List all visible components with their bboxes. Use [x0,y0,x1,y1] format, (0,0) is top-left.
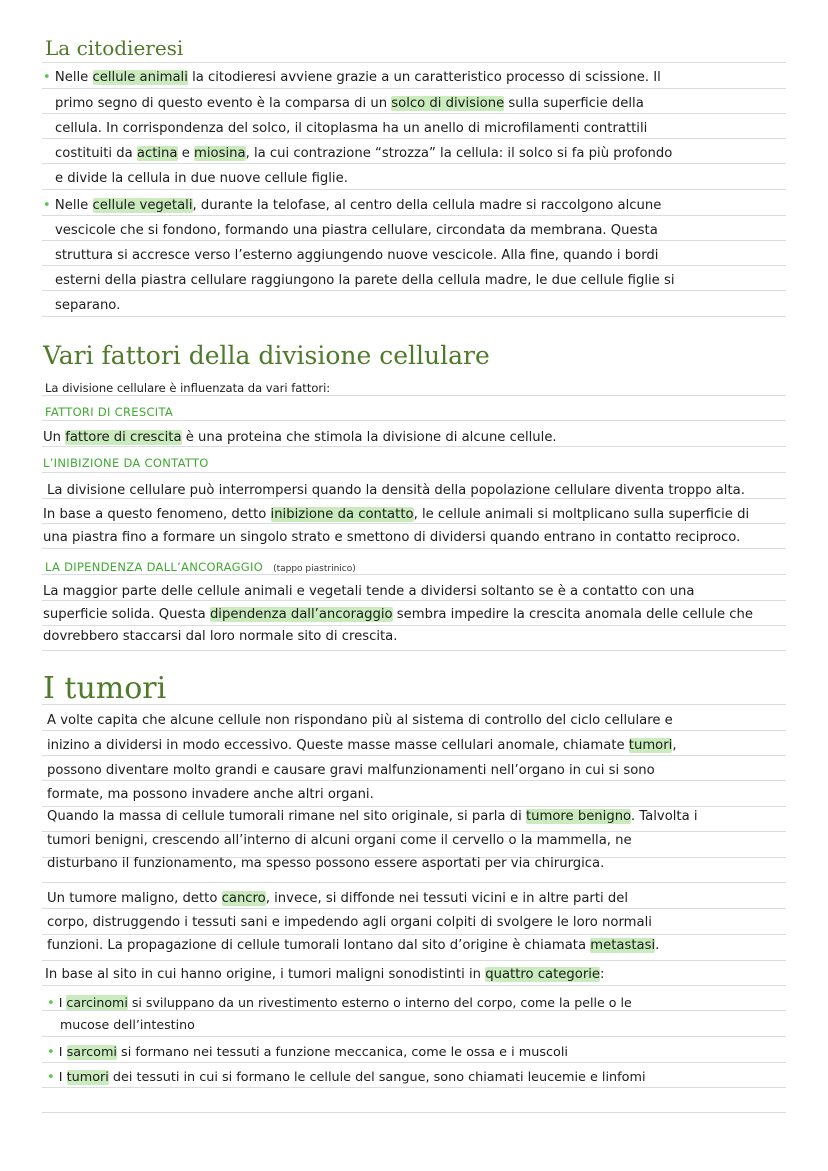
highlight: cancro [221,891,266,906]
text: , durante la telofase, al centro della cellula madre si raccolgono alcune [192,198,662,213]
ruled-line [42,650,786,651]
text: è una proteina che stimola la divisione di alcune cellule. [181,430,557,445]
ruled-line [42,574,786,575]
ruled-line [42,1036,786,1037]
text: funzioni. La propagazione di cellule tumorali lontano dal sito d’origine è chiamata [47,938,591,953]
ruled-line [42,1062,786,1063]
text: LA DIPENDENZA DALL’ANCORAGGIO [45,560,264,574]
list-item [47,994,632,1013]
text: dei tessuti in cui si formano le cellule del sangue, sono chiamati leucemie e linfomi [108,1070,646,1085]
highlight: tumore benigno [525,809,631,824]
text: Nelle [54,70,93,85]
text: primo segno di questo evento è la comparsa di un [55,96,392,111]
highlight: miosina [194,146,246,161]
ruled-line [42,265,786,266]
ruled-line [42,985,786,986]
list-item-continuation: mucose dell’intestino [60,1017,195,1032]
paragraph-line: una piastra fino a formare un singolo strato e smettono di dividersi quando entrano in contatto reciproco. [43,530,741,545]
ruled-line [42,1087,786,1088]
paragraph-line: esterni della piastra cellulare raggiungono la parete della cellula madre, le due cellule figlie si [55,273,675,288]
paragraph-line [55,145,672,163]
ruled-line [42,88,786,89]
text: si formano nei tessuti a funzione meccanica, come le ossa e i muscoli [116,1045,568,1060]
ruled-line [42,882,786,883]
highlight: tumori [66,1070,109,1085]
text: , invece, si diffonde nei tessuti vicini e in altre parti del [265,891,629,906]
paragraph-line: struttura si accresce verso l’esterno aggiungendo nuove vescicole. Alla fine, quando i bordi [55,248,659,263]
text: e [177,146,194,161]
side-note: (tappo piastrinico) [273,564,356,574]
subheading-inibizione: L’INIBIZIONE DA CONTATTO [43,456,209,470]
ruled-line [42,113,786,114]
paragraph-line: tumori benigni, crescendo all’interno di alcuni organi come il cervello o la mammella, ne [47,833,632,848]
text: inizino a dividersi in modo eccessivo. Queste masse masse cellulari anomale, chiamate [47,738,629,753]
ruled-line [42,290,786,291]
text: la citodieresi avviene grazie a un caratteristico processo di scissione. Il [187,70,661,85]
text: Un tumore maligno, detto [47,891,222,906]
bullet-icon: • [47,1070,55,1085]
text: . [655,938,660,953]
text: I [58,1045,67,1060]
paragraph-line [43,506,749,524]
highlight: actina [136,146,178,161]
paragraph-line [55,95,644,113]
text: si sviluppano da un rivestimento esterno o interno del corpo, come la pelle o le [127,995,632,1010]
highlight: tumori [628,738,673,753]
subheading-ancoraggio [45,560,356,574]
section-title-fattori: Vari fattori della divisione cellulare [43,341,490,370]
text: superficie solida. Questa [43,607,210,622]
section-title-tumori: I tumori [43,671,167,706]
paragraph-line [43,69,661,87]
text: , le cellule animali si moltplicano sulla superficie di [413,507,750,522]
list-item [47,1069,646,1087]
paragraph-line: vescicole che si fondono, formando una piastra cellulare, circondata da membrana. Questa [55,223,658,238]
ruled-line [42,780,786,781]
bullet-icon: • [47,996,55,1011]
text: I [58,1070,67,1085]
ruled-line [42,138,786,139]
list-item [47,1044,568,1062]
ruled-line [42,806,786,807]
section-intro: La divisione cellulare è influenzata da vari fattori: [45,381,331,395]
ruled-line [42,1112,786,1113]
text: I [58,995,67,1010]
highlight: inibizione da contatto [270,507,414,522]
paragraph-line [45,966,605,984]
highlight: cellule vegetali [92,198,193,213]
text: . Talvolta i [630,809,698,824]
text: Un [43,430,66,445]
text: , la cui contrazione “strozza” la cellula: il solco si fa più profondo [245,146,673,161]
paragraph-line: A volte capita che alcune cellule non rispondano più al sistema di controllo del ciclo cellulare e [47,713,673,728]
text: sulla superficie della [504,96,644,111]
text: : [600,967,605,982]
paragraph-line [47,937,659,955]
ruled-line [42,908,786,909]
highlight: solco di divisione [391,96,505,111]
paragraph-line: cellula. In corrispondenza del solco, il citoplasma ha un anello di microfilamenti contrattili [55,121,648,136]
ruled-line [42,755,786,756]
ruled-line [42,730,786,731]
subheading-fattori-crescita: FATTORI DI CRESCITA [45,405,174,419]
paragraph-line [43,606,753,624]
ruled-line [42,189,786,190]
ruled-line [42,472,786,473]
ruled-line [42,420,786,421]
highlight: carcinomi [66,995,128,1010]
paragraph-line: disturbano il funzionamento, ma spesso possono essere asportati per via chirurgica. [47,856,605,871]
text: sembra impedire la crescita anomala delle cellule che [392,607,754,622]
paragraph-line [43,197,661,215]
highlight: quattro categorie [485,967,601,982]
ruled-line [42,316,786,317]
paragraph-line: La maggior parte delle cellule animali e vegetali tende a dividersi soltanto se è a contatto con una [43,584,695,599]
paragraph-line: La divisione cellulare può interrompersi quando la densità della popolazione cellulare diventa troppo alta. [47,483,745,498]
ruled-line [42,215,786,216]
ruled-line [42,934,786,935]
paragraph-line [47,737,677,755]
paragraph-line [47,890,628,908]
ruled-line [42,163,786,164]
bullet-icon: • [43,198,51,213]
text: costituiti da [55,146,137,161]
section-title-citodieresi: La citodieresi [45,36,184,60]
paragraph-line: corpo, distruggendo i tessuti sani e impedendo agli organi colpiti di svolgere le loro normali [47,915,652,930]
text: Nelle [54,198,93,213]
bullet-icon: • [47,1045,55,1060]
highlight: cellule animali [92,70,188,85]
ruled-line [42,548,786,549]
paragraph-line: separano. [55,298,121,313]
text: In base al sito in cui hanno origine, i tumori maligni sonodistinti in [45,967,486,982]
ruled-line [42,62,786,63]
ruled-line [42,240,786,241]
text: In base a questo fenomeno, detto [43,507,271,522]
highlight: dipendenza dall’ancoraggio [209,607,393,622]
highlight: fattore di crescita [65,430,182,445]
paragraph-line: formate, ma possono invadere anche altri organi. [47,787,374,802]
paragraph-line [47,808,698,826]
text: , [672,738,677,753]
ruled-line [42,625,786,626]
text: Quando la massa di cellule tumorali rimane nel sito originale, si parla di [47,809,526,824]
highlight: metastasi [590,938,656,953]
ruled-line [42,960,786,961]
paragraph-line: e divide la cellula in due nuove cellule figlie. [55,171,348,186]
highlight: sarcomi [66,1045,117,1060]
paragraph-line: possono diventare molto grandi e causare gravi malfunzionamenti nell’organo in cui si sono [47,763,655,778]
paragraph-line: dovrebbero staccarsi dal loro normale sito di crescita. [43,629,398,644]
bullet-icon: • [43,70,51,85]
paragraph-line [43,429,557,447]
